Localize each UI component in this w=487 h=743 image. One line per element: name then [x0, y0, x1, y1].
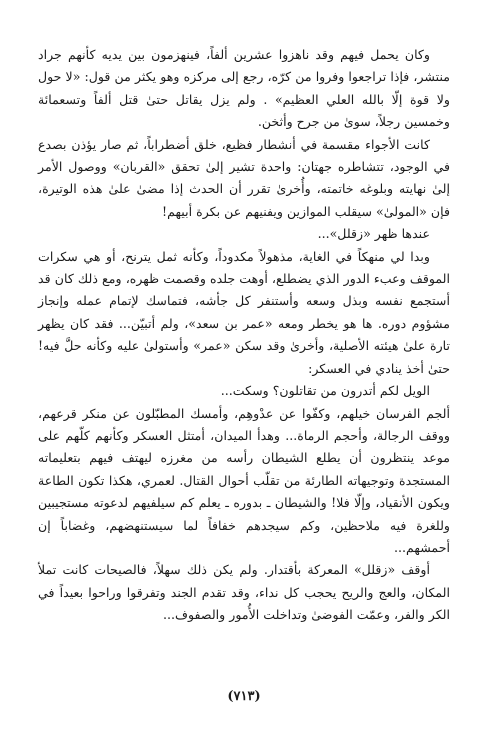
page-number: (٧١٣): [227, 689, 261, 704]
paragraph-2: كانت الأجواء مقسمة في أنشطار فظيع، خلق أضطراباً، ثم صار يؤذن بصدع في الوجود، تتشاطره جهتان: واحدة تشير إلىٰ تحقق «القربان» ووصول الأمر إلىٰ نهايته وبلوغه خاتمته، وأُخرىٰ تقرر أن الحدث إذا مضىٰ علىٰ هذه الوتيرة، فإن «المولىٰ» سيقلب الموازين ويفنيهم عن بكرة أبيهم!: [38, 136, 450, 219]
paragraph-1: وكان يحمل فيهم وقد ناهزوا عشرين ألفاً، فينهزمون بين يديه كأنهم جراد منتشر، فإذا تراجعوا وفروا من كرّه، رجع إلى مركزه وهو يكثر من قول: «لا حول ولا قوة إلّا بالله العلي العظيم» . ولم يزل يقاتل حتىٰ قتل ألفاً وتسعمائة وخمسين رجلاً، سوىٰ من جرح وأثخن.: [38, 47, 450, 130]
paragraph-6: ألجم الفرسان خيلهم، وكفّوا عن عدْوهِم، وأمسك المطبّلون عن منكر قرعهم، ووقف الرجالة، وأحجم الرماة... وهدأ الميدان، أمتثل العسكر وكأنهم كلّهم على موعد ينتظرون أن يطلع الشيطان رأسه من مغرزه ليهتف فيهم بتعليماته المستجدة وتوجيهاته الطارئة من تقلّب أحوال القتال. لعمري، هكذا تكون الطاعة ويكون الأنقياد، وإلّا فلا! والشيطان ـ بدوره ـ يعلم كم سيلفيهم لدعوته مستجيبين وللغرة فيه ملاحظين، وكم سيجدهم خفافاً لما سيستنهضهم، وغضاباً إن أحمشهم...: [38, 405, 450, 555]
paragraph-7: أوقف «زقلل» المعركة بأقتدار. ولم يكن ذلك سهلاً، فالصيحات كانت تملأ المكان، والعج والريح يحجب كل نداء، وقد تقدم الجند وتفرقوا وراحوا بعيداً في الكر والفر، وعمّت الفوضىٰ وتداخلت الأُمور والصفوف...: [38, 562, 450, 623]
paragraph-4: وبدا لي منهكاً في الغاية، مذهولاً مكدوداً، وكأنه ثمل يترنح، أو هي سكرات الموقف وعبء الدور الذي يضطلع، أوهت جلده وقصمت ظهره، ومع ذلك كان قد أستجمع نفسه وبذل وسعه وأستنفر كل جأشه، فتماسك لإتمام عمله وإنجاز مشؤوم دوره. ها هو يخطر ومعه «عمر بن سعد»، ولم أتبيّن... فقد كان يظهر تارة علىٰ هيئته الأصلية، وأخرىٰ وقد سكن «عمر» وأستولىٰ عليه وكأنه حلَّ فيه! حتىٰ أخذ ينادي في العسكر:: [38, 248, 450, 376]
paragraph-3: عندها ظهر «زقلل»...: [317, 226, 430, 242]
paragraph-5: الويل لكم أتدرون من تقاتلون؟ وسكت...: [220, 383, 430, 399]
page-body: [38, 44, 450, 627]
